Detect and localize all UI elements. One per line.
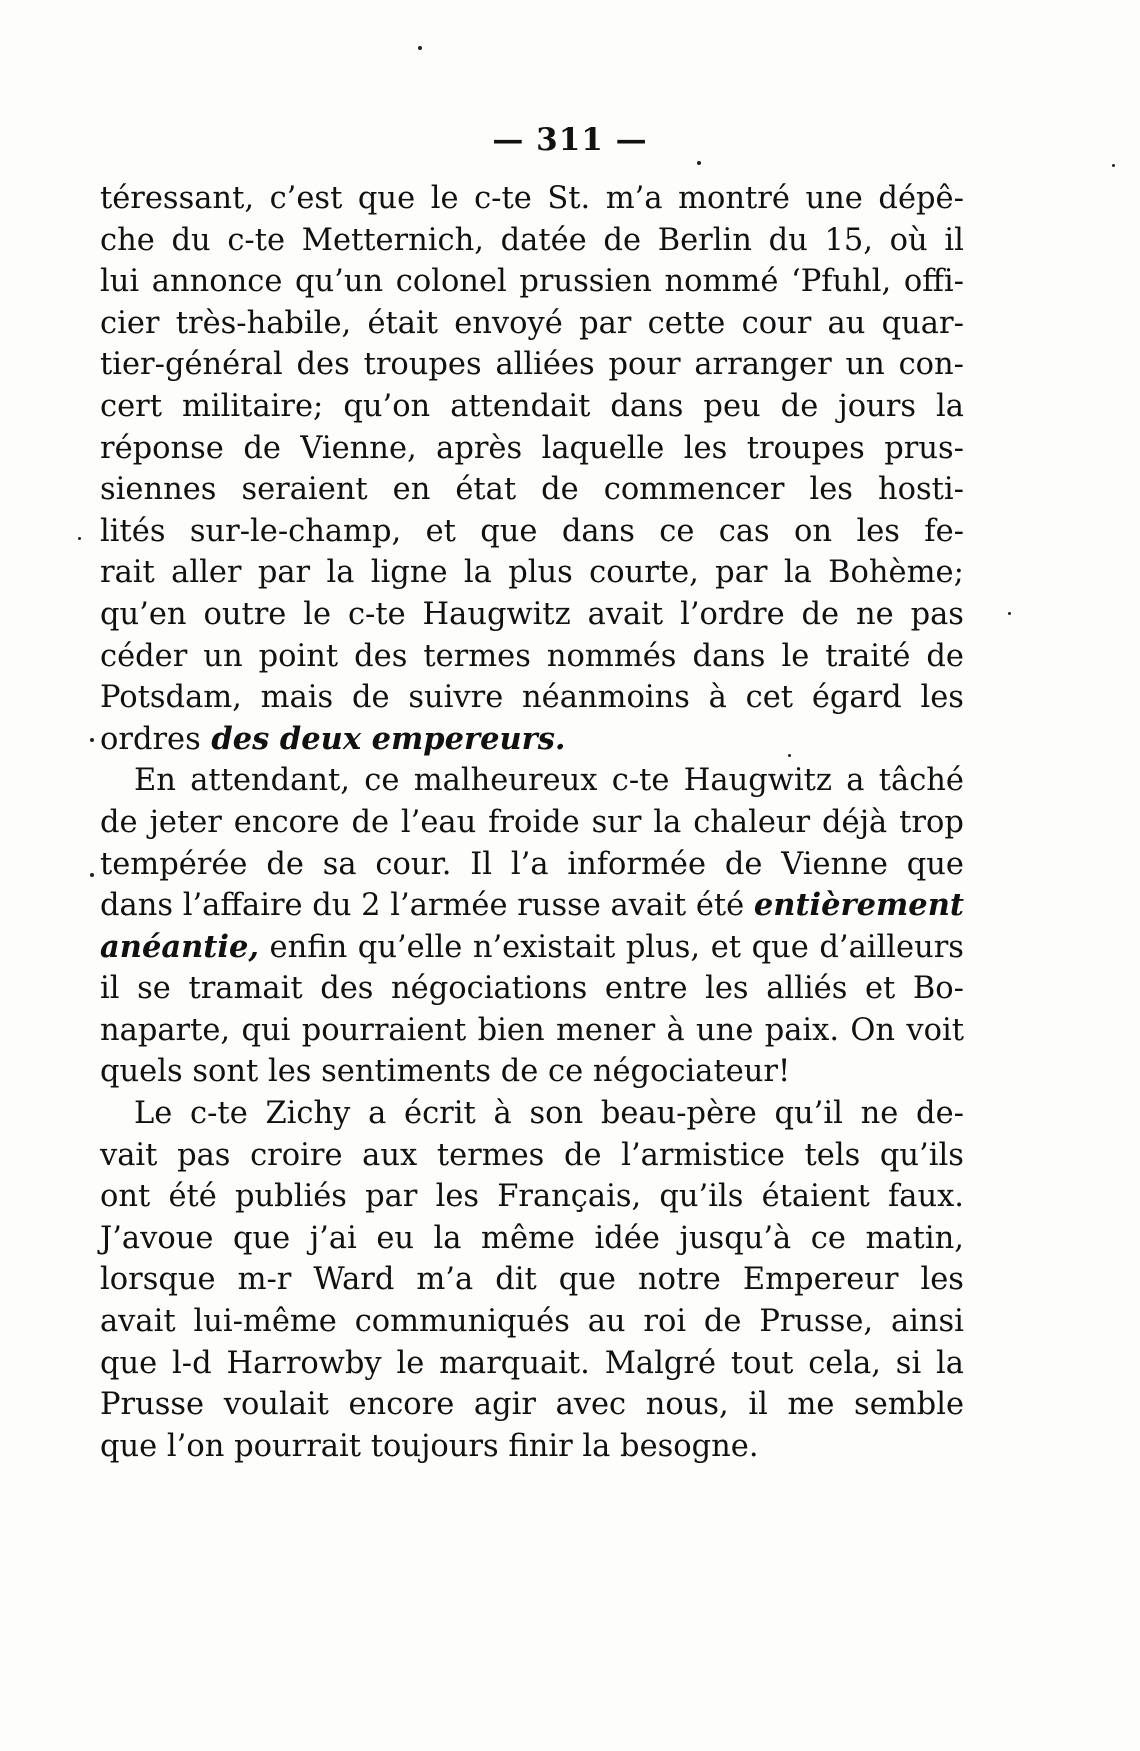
text-line: réponse de Vienne, après laquelle les troupes prus- bbox=[100, 430, 964, 466]
scan-speck bbox=[1008, 612, 1011, 615]
text-line: vait pas croire aux termes de l’armistice tels qu’ils bbox=[100, 1137, 964, 1173]
text-line: siennes seraient en état de commencer les hosti- bbox=[100, 472, 964, 508]
page-number: — 311 — bbox=[492, 122, 648, 158]
text-line: quels sont les sentiments de ce négociateur! bbox=[100, 1054, 791, 1090]
text-line: cert militaire; qu’on attendait dans peu de jours la bbox=[100, 388, 964, 424]
text-line: que l’on pourrait toujours finir la besogne. bbox=[100, 1428, 759, 1464]
text-line: tier-général des troupes alliées pour arranger un con- bbox=[100, 347, 964, 383]
text-line: rait aller par la ligne la plus courte, par la Bohème; bbox=[100, 555, 964, 591]
scan-speck bbox=[90, 873, 94, 877]
text-line: qu’en outre le c-te Haugwitz avait l’ordre de ne pas bbox=[100, 596, 964, 632]
text-line: de jeter encore de l’eau froide sur la chaleur déjà trop bbox=[100, 804, 964, 840]
text-line: il se tramait des négociations entre les alliés et Bo- bbox=[100, 971, 964, 1007]
text-line: Potsdam, mais de suivre néanmoins à cet égard les bbox=[100, 680, 964, 716]
text-line: tempérée de sa cour. Il l’a informée de Vienne que bbox=[100, 846, 964, 882]
text-line: Le c-te Zichy a écrit à son beau-père qu’il ne de- bbox=[134, 1096, 964, 1132]
text-line: che du c-te Metternich, datée de Berlin du 15, où il bbox=[100, 222, 964, 258]
text-line: céder un point des termes nommés dans le traité de bbox=[100, 638, 964, 674]
text-line: dans l’affaire du 2 l’armée russe avait été entièrement bbox=[100, 887, 964, 924]
scan-speck bbox=[90, 738, 94, 742]
text-line: En attendant, ce malheureux c-te Haugwitz a tâché bbox=[134, 763, 964, 799]
text-line: ont été publiés par les Français, qu’ils étaient faux. bbox=[100, 1179, 964, 1215]
text-line: Prusse voulait encore agir avec nous, il me semble bbox=[100, 1387, 964, 1423]
text-line: lorsque m-r Ward m’a dit que notre Empereur les bbox=[100, 1262, 964, 1298]
text-line: que l-d Harrowby le marquait. Malgré tout cela, si la bbox=[100, 1345, 964, 1381]
text-line: téressant, c’est que le c-te St. m’a montré une dépê- bbox=[100, 181, 964, 216]
text-line: cier très-habile, était envoyé par cette cour au quar- bbox=[100, 305, 964, 341]
body-text bbox=[100, 178, 964, 1467]
scan-speck bbox=[418, 46, 422, 50]
text-line: lités sur-le-champ, et que dans ce cas on les fe- bbox=[100, 513, 964, 549]
text-line: ordres des deux empereurs. bbox=[100, 720, 566, 757]
scan-speck bbox=[788, 754, 791, 757]
scan-speck bbox=[697, 161, 701, 165]
scan-speck bbox=[1112, 164, 1115, 167]
text-line: naparte, qui pourraient bien mener à une paix. On voit bbox=[100, 1012, 964, 1048]
text-line: avait lui-même communiqués au roi de Prusse, ainsi bbox=[100, 1304, 964, 1340]
scan-speck bbox=[78, 537, 81, 540]
text-line: anéantie, enfin qu’elle n’existait plus, et que d’ailleurs bbox=[100, 928, 964, 965]
text-line: lui annonce qu’un colonel prussien nommé ‘Pfuhl, offi- bbox=[100, 264, 964, 300]
text-line: J’avoue que j’ai eu la même idée jusqu’à ce matin, bbox=[100, 1220, 964, 1256]
